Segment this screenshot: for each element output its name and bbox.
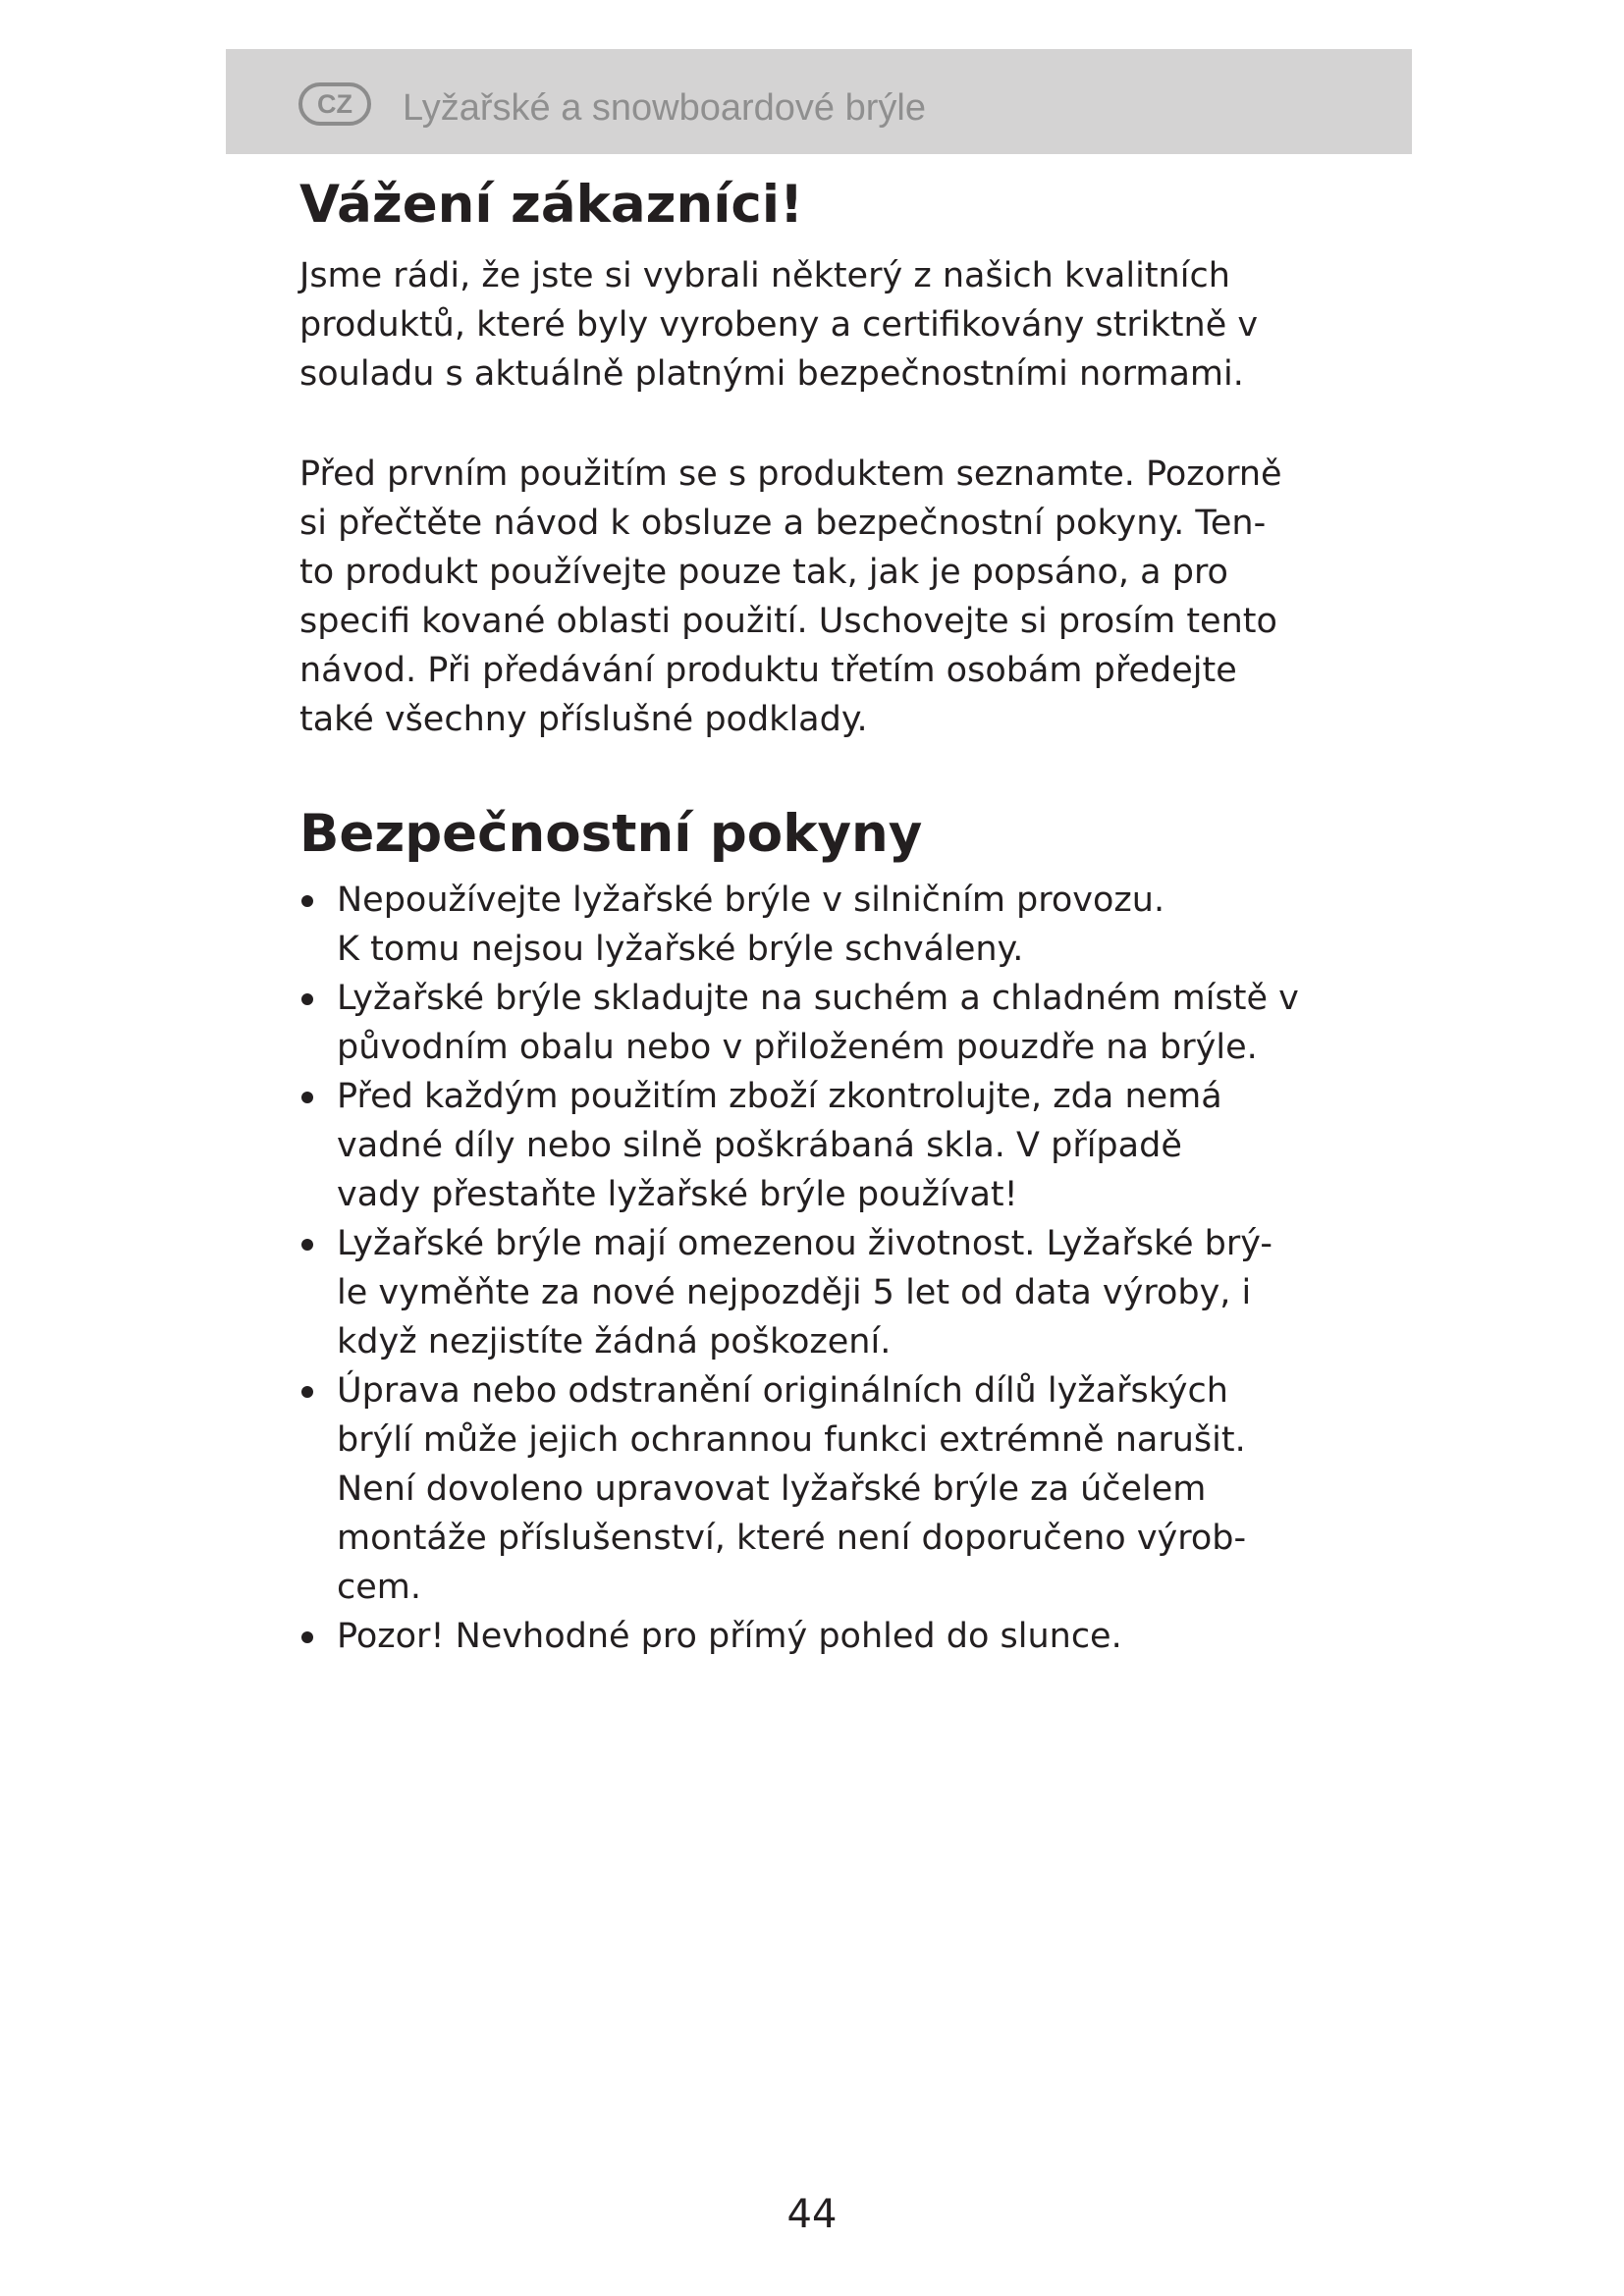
bullet-icon [301,1386,313,1398]
bullet-icon [301,993,313,1005]
safety-item [299,1366,1299,1612]
safety-line: cem. [337,1568,421,1607]
safety-line: brýlí může jejich ochrannou funkci extrémně narušit. [337,1420,1246,1460]
usage-line: si přečtěte návod k obsluze a bezpečnostní pokyny. Ten- [299,504,1267,543]
safety-line: původním obalu nebo v přiloženém pouzdře na brýle. [337,1028,1258,1067]
intro-line: produktů, které byly vyrobeny a certifikovány striktně v [299,305,1259,345]
safety-line: když nezjistíte žádná poškození. [337,1322,892,1362]
safety-line: Pozor! Nevhodné pro přímý pohled do slunce. [337,1617,1122,1656]
header-title: Lyžařské a snowboardové brýle [403,87,926,129]
safety-item [299,1219,1299,1366]
safety-line: K tomu nejsou lyžařské brýle schváleny. [337,930,1024,969]
safety-list [299,876,1299,1661]
safety-item [299,1072,1299,1219]
bullet-icon [301,895,313,907]
page-number: 44 [786,2192,838,2237]
bullet-icon [301,1092,313,1103]
safety-line: Lyžařské brýle skladujte na suchém a chladném místě v [337,979,1299,1018]
safety-item [299,974,1299,1072]
usage-line: specifi kované oblasti použití. Uschovejte si prosím tento [299,602,1277,641]
safety-heading: Bezpečnostní pokyny [299,804,923,864]
safety-item [299,1612,1299,1661]
safety-line: le vyměňte za nové nejpozději 5 let od data výroby, i [337,1273,1252,1312]
usage-line: Před prvním použitím se s produktem seznamte. Pozorně [299,454,1282,494]
safety-line: Úprava nebo odstranění originálních dílů lyžařských [337,1371,1228,1411]
bullet-icon [301,1239,313,1251]
safety-line: Lyžařské brýle mají omezenou životnost. Lyžařské brý- [337,1224,1272,1263]
usage-line: také všechny příslušné podklady. [299,700,868,739]
usage-line: to produkt používejte pouze tak, jak je popsáno, a pro [299,553,1228,592]
safety-line: Nepoužívejte lyžařské brýle v silničním provozu. [337,881,1165,920]
safety-line: vadné díly nebo silně poškrábaná skla. V případě [337,1126,1182,1165]
safety-line: vady přestaňte lyžařské brýle používat! [337,1175,1018,1214]
language-badge: CZ [298,82,371,126]
bullet-icon [301,1631,313,1643]
intro-paragraph [299,251,1360,399]
safety-line: Před každým použitím zboží zkontrolujte, zda nemá [337,1077,1222,1116]
usage-paragraph [299,450,1360,744]
safety-line: Není dovoleno upravovat lyžařské brýle za účelem [337,1469,1207,1509]
greeting-heading: Vážení zákazníci! [299,175,804,235]
safety-item [299,876,1299,974]
intro-line: souladu s aktuálně platnými bezpečnostními normami. [299,354,1244,394]
intro-line: Jsme rádi, že jste si vybrali některý z našich kvalitních [299,256,1230,295]
usage-line: návod. Při předávání produktu třetím osobám předejte [299,651,1237,690]
safety-line: montáže příslušenství, které není doporučeno výrob- [337,1519,1247,1558]
